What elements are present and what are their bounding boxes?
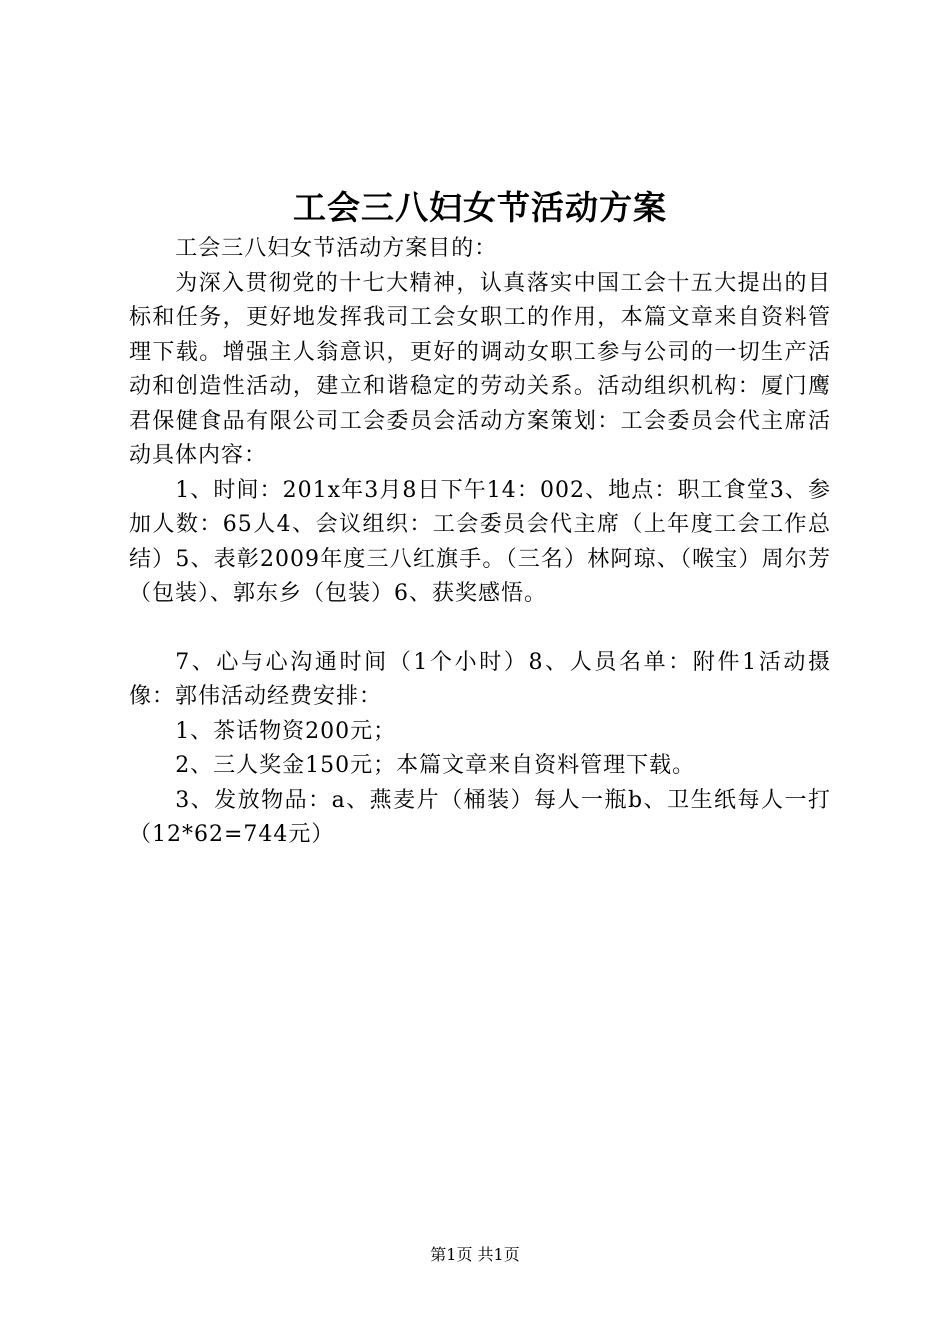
paragraph-purpose-heading: 工会三八妇女节活动方案目的： (175, 236, 498, 261)
document-body (129, 232, 831, 853)
paragraph-activity-details: 1、时间：201x年3月8日下午14：002、地点：职工食堂3、参加人数：65人4、会议组织：工会委员会代主席（上年度工会工作总结）5、表彰2009年度三八红旗手。（三名）林阿琼、（喉宝）周尔芳（包装）、郭东乡（包装）6、获奖感悟。 (129, 477, 831, 606)
paragraph-purpose: 为深入贯彻党的十七大精神，认真落实中国工会十五大提出的目标和任务，更好地发挥我司工会女职工的作用，本篇文章来自资料管理下载。增强主人翁意识，更好的调动女职工参与公司的一切生产活动和创造性活动，建立和谐稳定的劳动关系。活动组织机构：厦门鹰君保健食品有限公司工会委员会活动方案策划：工会委员会代主席活动具体内容： (129, 270, 831, 468)
paragraph-communication: 7、心与心沟通时间（1个小时）8、人员名单：附件1活动摄像：郭伟活动经费安排： (129, 649, 831, 709)
page-number-footer: 第1页 共1页 (430, 1245, 520, 1264)
paragraph-budget-item-1: 1、茶话物资200元； (175, 718, 397, 744)
document-title: 工会三八妇女节活动方案 (293, 188, 667, 227)
paragraph-budget-item-3: 3、发放物品：a、燕麦片（桶装）每人一瓶b、卫生纸每人一打（12*62=744元） (129, 787, 831, 847)
paragraph-budget-item-2: 2、三人奖金150元；本篇文章来自资料管理下载。 (175, 753, 696, 778)
